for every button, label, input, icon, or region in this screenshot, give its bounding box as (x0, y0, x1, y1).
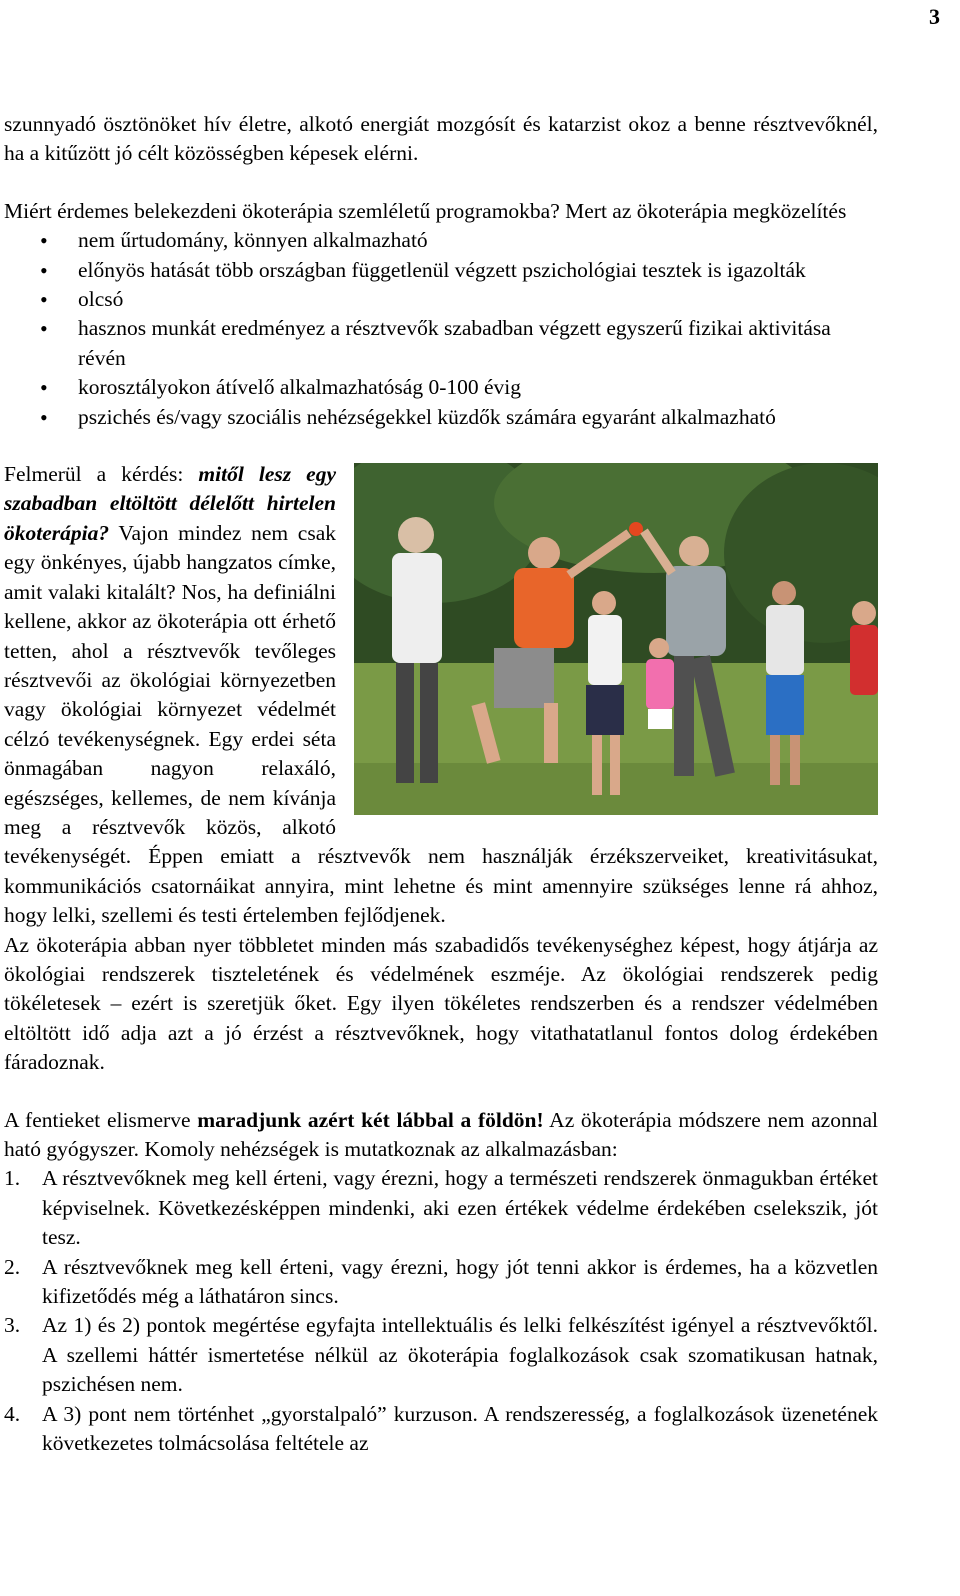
list-item: • előnyös hatását több országban függetlenül végzett pszichológiai tesztek is igazolták (4, 256, 878, 285)
figure-section (4, 460, 878, 931)
list-item: 4. A 3) pont nem történhet „gyorstalpaló” kurzuson. A rendszeresség, a foglalkozások üzenetének következetes tolmácsolása feltétele az (4, 1401, 878, 1456)
key-question: mitől lesz egy szabadban eltöltött délelőtt hirtelen ökoterápia? (4, 462, 336, 545)
list-item: • pszichés és/vagy szociális nehézségekkel küzdők számára egyaránt alkalmazható (4, 403, 878, 432)
list-item: • nem űrtudomány, könnyen alkalmazható (4, 226, 878, 255)
benefit-list (4, 226, 878, 432)
list-item: • hasznos munkát eredményez a résztvevők szabadban végzett egyszerű fizikai aktivitása révén (4, 314, 878, 373)
paragraph-3: Felmerül a kérdés: mitől lesz egy szabadban eltöltött délelőtt hirtelen ökoterápia? Vajon mindez nem csak egy önkényes, újabb hangzatos címke, amit valaki kitalált? Nos, ha definiálni kellene, akkor az ökoterápia ott érhető tetten, ahol a résztvevők tevőleges résztvevői az ökológiai környezetben vagy ökológiai környezet védelmét célzó tevékenységnek. Egy erdei séta önmagában nagyon relaxáló, egészséges, kellemes, de nem kívánja meg a résztvevők közös, alkotó tevékenységét. Éppen emiatt a résztvevők nem használják érzékszerveiket, kreativitásukat, kommunikációs csatornáikat annyira, mint lehetne és mint amennyire szükséges lenne rá ahhoz, hogy lelki, szellemi és testi értelemben fejlődjenek. (4, 462, 878, 928)
paragraph-5: A fentieket elismerve maradjunk azért két lábbal a földön! Az ökoterápia módszere nem azonnal ható gyógyszer. Komoly nehézségek is mutatkoznak az alkalmazásban: (4, 1107, 878, 1161)
list-item: • korosztályokon átívelő alkalmazhatóság 0-100 évig (4, 373, 878, 402)
difficulty-list (4, 1164, 878, 1458)
outdoor-group-photo (354, 463, 878, 815)
paragraph-4: Az ökoterápia abban nyer többletet minden más szabadidős tevékenységhez képest, hogy átjárja az ökológiai rendszerek tiszteletének és védelmének eszméje. Az ökológiai rendszerek pedig tökéletesek – ezért is szeretjük őket. Egy ilyen tökéletes rendszerben és a rendszer védelmében eltöltött idő adja azt a jó érzést a résztvevőknek, hogy vitathatatlanul fontos dolog érdekében fáradoznak. (4, 932, 878, 1075)
emphasis-bold: maradjunk azért két lábbal a földön! (197, 1107, 544, 1132)
photo-illustration (354, 463, 878, 815)
list-item: 3. Az 1) és 2) pontok megértése egyfajta intellektuális és lelki felkészítést igényel a résztvevőktől. A szellemi háttér ismertetése nélkül az ökoterápia foglalkozások csak szomatikusan hatnak, pszichésen nem. (4, 1313, 878, 1397)
paragraph-2: Miért érdemes belekezdeni ökoterápia szemléletű programokba? Mert az ökoterápia megközelítés (4, 198, 847, 223)
list-item: 1. A résztvevőknek meg kell érteni, vagy érezni, hogy a természeti rendszerek önmagukban értéket képviselnek. Következésképpen mindenki, aki ezen értékek védelme érdekében cselekszik, jót tesz. (4, 1166, 878, 1250)
paragraph-1: szunnyadó ösztönöket hív életre, alkotó energiát mozgósít és katarzist okoz a benne résztvevőknél, ha a kitűzött jó célt közösségben képesek elérni. (4, 112, 878, 166)
document-body (4, 110, 878, 1458)
list-item: 2. A résztvevőknek meg kell érteni, vagy érezni, hogy jót tenni akkor is érdemes, ha a közvetlen kifizetődés még a láthatáron sincs. (4, 1254, 878, 1309)
list-item: • olcsó (4, 285, 878, 314)
page-number: 3 (929, 4, 940, 29)
